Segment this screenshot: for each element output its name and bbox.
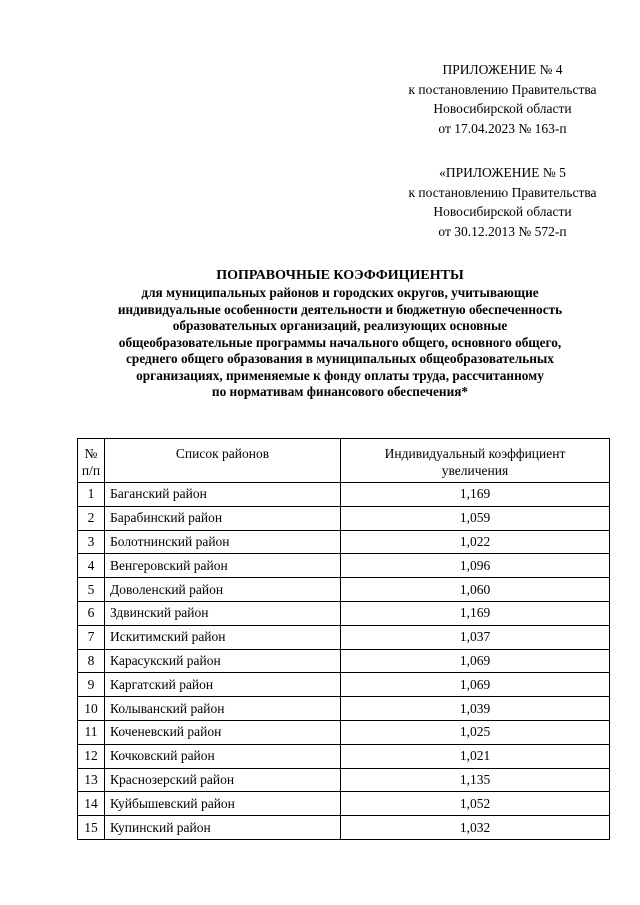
row-number: 2	[78, 506, 105, 530]
row-coefficient: 1,025	[341, 720, 610, 744]
row-coefficient: 1,060	[341, 578, 610, 602]
row-number: 14	[78, 792, 105, 816]
table-header-row	[78, 439, 610, 483]
row-coefficient: 1,022	[341, 530, 610, 554]
row-number: 12	[78, 744, 105, 768]
table-row	[78, 578, 610, 602]
table-row	[78, 506, 610, 530]
row-district-name: Доволенский район	[105, 578, 341, 602]
row-district-name: Каргатский район	[105, 673, 341, 697]
row-district-name: Здвинский район	[105, 601, 341, 625]
row-coefficient: 1,135	[341, 768, 610, 792]
row-number: 9	[78, 673, 105, 697]
row-district-name: Колыванский район	[105, 697, 341, 721]
annex-current-line: Новосибирской области	[433, 101, 572, 116]
row-district-name: Кочковский район	[105, 744, 341, 768]
header-coef-line: Индивидуальный коэффициент	[384, 446, 566, 461]
table-row	[78, 768, 610, 792]
title-line: среднего общего образования в муниципальных общеобразовательных	[126, 351, 554, 366]
row-coefficient: 1,169	[341, 601, 610, 625]
row-coefficient: 1,059	[341, 506, 610, 530]
row-number: 6	[78, 601, 105, 625]
title-line: образовательных организаций, реализующих основные	[172, 318, 508, 333]
row-coefficient: 1,069	[341, 673, 610, 697]
document-title	[60, 266, 620, 401]
row-district-name: Барабинский район	[105, 506, 341, 530]
table-row	[78, 601, 610, 625]
annex-current-date: от 17.04.2023 № 163-п	[438, 120, 567, 136]
row-district-name: Краснозерский район	[105, 768, 341, 792]
annex-original-title: «ПРИЛОЖЕНИЕ № 5	[439, 165, 566, 180]
header-coef	[341, 439, 610, 483]
row-district-name: Искитимский район	[105, 625, 341, 649]
row-number: 3	[78, 530, 105, 554]
table-row	[78, 816, 610, 840]
title-line: по нормативам финансового обеспечения*	[211, 384, 469, 399]
row-coefficient: 1,096	[341, 554, 610, 578]
row-coefficient: 1,169	[341, 483, 610, 507]
title-line: индивидуальные особенности деятельности и бюджетную обеспеченность	[117, 301, 563, 317]
row-number: 5	[78, 578, 105, 602]
row-number: 15	[78, 816, 105, 840]
row-district-name: Карасукский район	[105, 649, 341, 673]
annex-current-block	[395, 60, 610, 138]
table-body	[78, 483, 610, 840]
header-name: Список районов	[105, 439, 341, 483]
row-district-name: Болотнинский район	[105, 530, 341, 554]
row-district-name: Купинский район	[105, 816, 341, 840]
annex-current-line: к постановлению Правительства	[408, 81, 597, 97]
header-num-line: №	[84, 446, 98, 461]
document-heading: ПОПРАВОЧНЫЕ КОЭФФИЦИЕНТЫ	[216, 268, 464, 283]
annex-original-block	[390, 163, 615, 241]
title-line: для муниципальных районов и городских округов, учитывающие	[141, 285, 539, 300]
row-number: 13	[78, 768, 105, 792]
row-coefficient: 1,052	[341, 792, 610, 816]
table-row	[78, 530, 610, 554]
header-coef-line: увеличения	[441, 463, 509, 478]
table-row	[78, 625, 610, 649]
row-number: 1	[78, 483, 105, 507]
row-number: 4	[78, 554, 105, 578]
row-number: 11	[78, 720, 105, 744]
row-number: 10	[78, 697, 105, 721]
header-num	[78, 439, 105, 483]
annex-original-line: Новосибирской области	[433, 204, 572, 219]
table-row	[78, 649, 610, 673]
coefficients-table	[77, 438, 610, 840]
table-row	[78, 792, 610, 816]
table-row	[78, 483, 610, 507]
table-row	[78, 720, 610, 744]
header-num-line: п/п	[81, 463, 101, 478]
annex-original-line: к постановлению Правительства	[408, 184, 597, 200]
row-coefficient: 1,021	[341, 744, 610, 768]
table-row	[78, 554, 610, 578]
row-number: 7	[78, 625, 105, 649]
row-number: 8	[78, 649, 105, 673]
title-line: общеобразовательные программы начального общего, основного общего,	[118, 334, 562, 350]
row-coefficient: 1,039	[341, 697, 610, 721]
row-district-name: Венгеровский район	[105, 554, 341, 578]
annex-current-title: ПРИЛОЖЕНИЕ № 4	[442, 62, 563, 77]
table-row	[78, 673, 610, 697]
row-district-name: Куйбышевский район	[105, 792, 341, 816]
row-coefficient: 1,032	[341, 816, 610, 840]
row-coefficient: 1,037	[341, 625, 610, 649]
table-row	[78, 744, 610, 768]
annex-original-date: от 30.12.2013 № 572-п	[438, 223, 567, 239]
row-district-name: Коченевский район	[105, 720, 341, 744]
row-coefficient: 1,069	[341, 649, 610, 673]
row-district-name: Баганский район	[105, 483, 341, 507]
title-line: организациях, применяемые к фонду оплаты труда, рассчитанному	[136, 367, 544, 383]
table-row	[78, 697, 610, 721]
